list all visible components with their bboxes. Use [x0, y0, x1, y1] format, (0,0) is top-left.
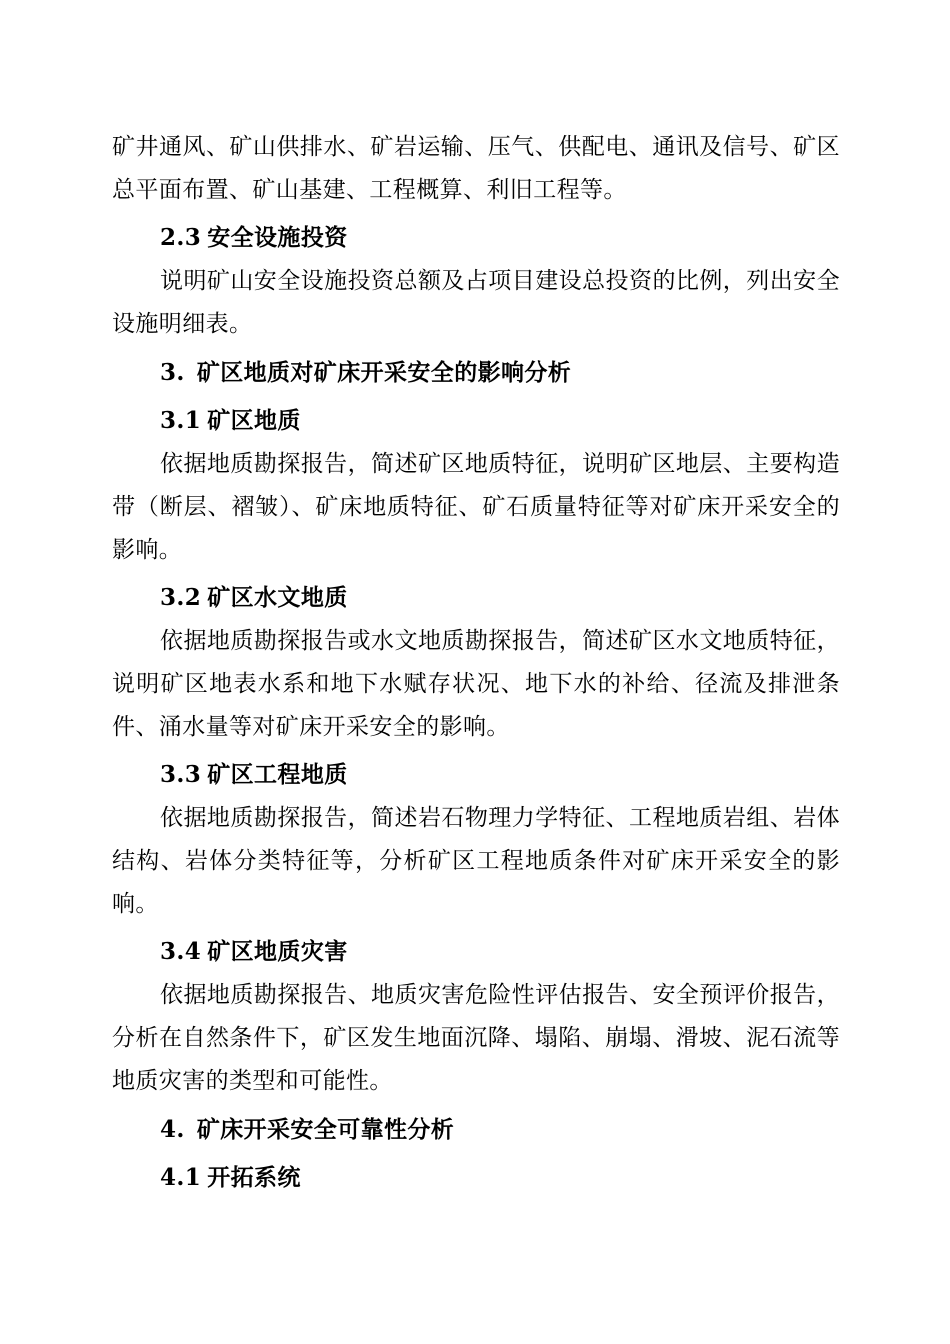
- section-number: 2.3: [160, 224, 202, 251]
- section-heading-3-4: [112, 930, 840, 974]
- paragraph-3-3: 依据地质勘探报告，简述岩石物理力学特征、工程地质岩组、岩体结构、岩体分类特征等，分析矿区工程地质条件对矿床开采安全的影响。: [112, 805, 840, 917]
- section-title: 矿区水文地质: [207, 585, 348, 611]
- section-heading-2-3: [112, 216, 840, 260]
- section-number: 4.1: [160, 1164, 202, 1191]
- chapter-number: 4.: [160, 1116, 185, 1143]
- section-title: 矿区地质: [207, 408, 301, 434]
- section-title: 矿区工程地质: [207, 762, 348, 788]
- chapter-heading-3: [112, 351, 840, 395]
- section-heading-3-2: [112, 576, 840, 620]
- section-title: 开拓系统: [207, 1165, 301, 1191]
- section-number: 3.1: [160, 407, 202, 434]
- chapter-number: 3.: [160, 359, 185, 386]
- section-title: 安全设施投资: [207, 225, 348, 251]
- paragraph-3-1: 依据地质勘探报告，简述矿区地质特征，说明矿区地层、主要构造带（断层、褶皱）、矿床地质特征、矿石质量特征等对矿床开采安全的影响。: [112, 451, 840, 563]
- section-heading-4-1: [112, 1156, 840, 1200]
- document-page: [112, 126, 840, 1200]
- chapter-heading-4: [112, 1108, 840, 1152]
- chapter-title: 矿床开采安全可靠性分析: [196, 1117, 455, 1143]
- section-title: 矿区地质灾害: [207, 939, 348, 965]
- paragraph-2-3: 说明矿山安全设施投资总额及占项目建设总投资的比例，列出安全设施明细表。: [112, 268, 840, 337]
- chapter-title: 矿区地质对矿床开采安全的影响分析: [196, 360, 572, 386]
- section-heading-3-1: [112, 399, 840, 443]
- section-number: 3.2: [160, 584, 202, 611]
- section-number: 3.3: [160, 761, 202, 788]
- paragraph-3-4: 依据地质勘探报告、地质灾害危险性评估报告、安全预评价报告，分析在自然条件下，矿区发生地面沉降、塌陷、崩塌、滑坡、泥石流等地质灾害的类型和可能性。: [112, 982, 840, 1094]
- paragraph-3-2: 依据地质勘探报告或水文地质勘探报告，简述矿区水文地质特征，说明矿区地表水系和地下水赋存状况、地下水的补给、径流及排泄条件、涌水量等对矿床开采安全的影响。: [112, 628, 840, 740]
- section-heading-3-3: [112, 753, 840, 797]
- paragraph-continuation: 矿井通风、矿山供排水、矿岩运输、压气、供配电、通讯及信号、矿区总平面布置、矿山基建、工程概算、利旧工程等。: [112, 134, 840, 203]
- section-number: 3.4: [160, 938, 202, 965]
